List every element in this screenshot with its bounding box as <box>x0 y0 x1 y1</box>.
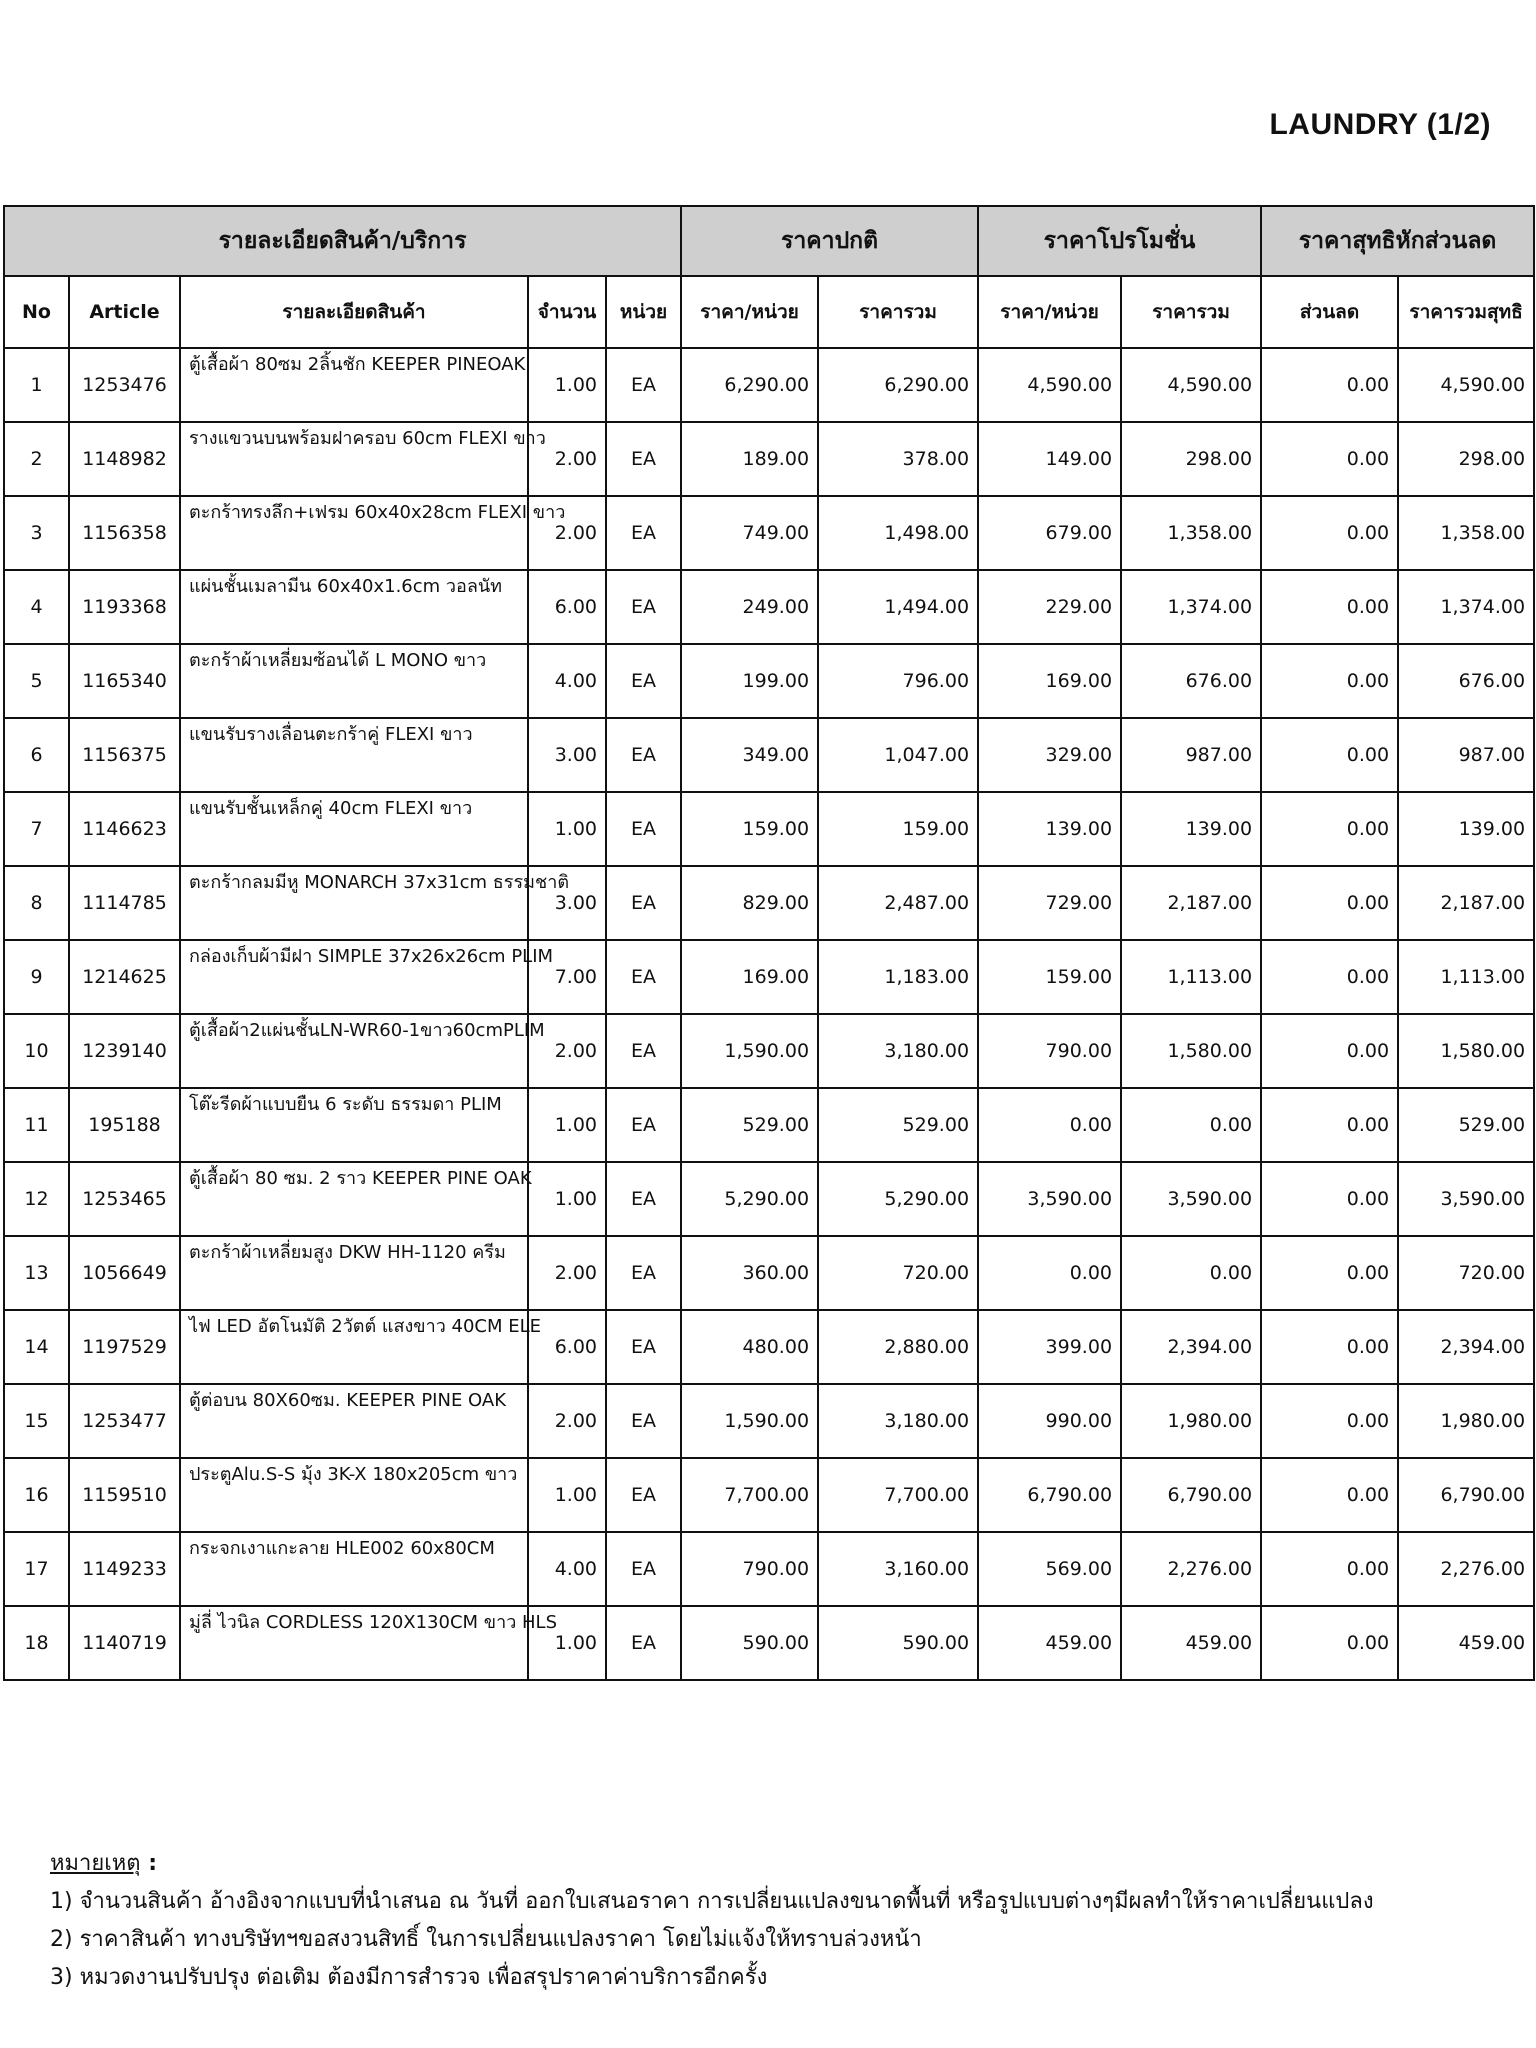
cell-unit: EA <box>606 718 681 792</box>
cell-article: 1156375 <box>69 718 180 792</box>
table-row <box>4 644 1534 718</box>
cell-article: 1114785 <box>69 866 180 940</box>
cell-promo-total: 1,358.00 <box>1121 496 1261 570</box>
cell-unit: EA <box>606 644 681 718</box>
remarks <box>50 1845 1374 1997</box>
cell-discount: 0.00 <box>1261 718 1398 792</box>
cell-discount: 0.00 <box>1261 792 1398 866</box>
cell-normal-total: 2,880.00 <box>818 1310 978 1384</box>
cell-net-total: 1,374.00 <box>1398 570 1534 644</box>
cell-normal-unit-price: 6,290.00 <box>681 348 818 422</box>
table-row <box>4 792 1534 866</box>
cell-description: แขนรับรางเลื่อนตะกร้าคู่ FLEXI ขาว <box>180 718 528 792</box>
cell-normal-total: 3,160.00 <box>818 1532 978 1606</box>
cell-promo-total: 0.00 <box>1121 1088 1261 1162</box>
cell-normal-unit-price: 1,590.00 <box>681 1014 818 1088</box>
cell-article: 1253477 <box>69 1384 180 1458</box>
cell-qty: 1.00 <box>528 348 606 422</box>
table-row <box>4 422 1534 496</box>
cell-unit: EA <box>606 1532 681 1606</box>
cell-normal-unit-price: 7,700.00 <box>681 1458 818 1532</box>
cell-qty: 1.00 <box>528 792 606 866</box>
cell-normal-unit-price: 5,290.00 <box>681 1162 818 1236</box>
cell-description: กล่องเก็บผ้ามีฝา SIMPLE 37x26x26cm PLIM <box>180 940 528 1014</box>
cell-no: 4 <box>4 570 69 644</box>
cell-discount: 0.00 <box>1261 940 1398 1014</box>
cell-unit: EA <box>606 422 681 496</box>
cell-normal-total: 5,290.00 <box>818 1162 978 1236</box>
cell-description: โต๊ะรีดผ้าแบบยืน 6 ระดับ ธรรมดา PLIM <box>180 1088 528 1162</box>
cell-qty: 2.00 <box>528 1014 606 1088</box>
cell-article: 1056649 <box>69 1236 180 1310</box>
cell-unit: EA <box>606 1162 681 1236</box>
cell-net-total: 3,590.00 <box>1398 1162 1534 1236</box>
cell-discount: 0.00 <box>1261 348 1398 422</box>
cell-description: แขนรับชั้นเหล็กคู่ 40cm FLEXI ขาว <box>180 792 528 866</box>
table-row <box>4 1162 1534 1236</box>
cell-promo-total: 0.00 <box>1121 1236 1261 1310</box>
cell-promo-unit-price: 0.00 <box>978 1236 1121 1310</box>
cell-qty: 1.00 <box>528 1162 606 1236</box>
cell-normal-unit-price: 529.00 <box>681 1088 818 1162</box>
cell-article: 1165340 <box>69 644 180 718</box>
cell-discount: 0.00 <box>1261 1014 1398 1088</box>
cell-description: ไฟ LED อัตโนมัติ 2วัตต์ แสงขาว 40CM ELE <box>180 1310 528 1384</box>
cell-discount: 0.00 <box>1261 866 1398 940</box>
cell-qty: 6.00 <box>528 1310 606 1384</box>
cell-qty: 6.00 <box>528 570 606 644</box>
cell-net-total: 1,580.00 <box>1398 1014 1534 1088</box>
cell-normal-total: 159.00 <box>818 792 978 866</box>
cell-discount: 0.00 <box>1261 1384 1398 1458</box>
cell-article: 1156358 <box>69 496 180 570</box>
cell-normal-total: 7,700.00 <box>818 1458 978 1532</box>
col-header-description: รายละเอียดสินค้า <box>180 276 528 348</box>
cell-qty: 2.00 <box>528 1384 606 1458</box>
table-row <box>4 1384 1534 1458</box>
cell-promo-unit-price: 679.00 <box>978 496 1121 570</box>
cell-no: 17 <box>4 1532 69 1606</box>
cell-description: ตู้ต่อบน 80X60ซม. KEEPER PINE OAK <box>180 1384 528 1458</box>
cell-unit: EA <box>606 1088 681 1162</box>
cell-discount: 0.00 <box>1261 570 1398 644</box>
col-header-normal-unit-price: ราคา/หน่วย <box>681 276 818 348</box>
cell-normal-unit-price: 189.00 <box>681 422 818 496</box>
cell-discount: 0.00 <box>1261 1458 1398 1532</box>
cell-description: ตู้เสื้อผ้า 80 ซม. 2 ราว KEEPER PINE OAK <box>180 1162 528 1236</box>
cell-promo-total: 3,590.00 <box>1121 1162 1261 1236</box>
cell-no: 11 <box>4 1088 69 1162</box>
cell-unit: EA <box>606 348 681 422</box>
cell-normal-total: 590.00 <box>818 1606 978 1680</box>
page-title: LAUNDRY (1/2) <box>1269 108 1491 141</box>
cell-no: 13 <box>4 1236 69 1310</box>
cell-promo-unit-price: 399.00 <box>978 1310 1121 1384</box>
cell-normal-total: 6,290.00 <box>818 348 978 422</box>
cell-description: มู่ลี่ ไวนิล CORDLESS 120X130CM ขาว HLS <box>180 1606 528 1680</box>
remark-line-3: 3) หมวดงานปรับปรุง ต่อเติม ต้องมีการสำรวจ เพื่อสรุปราคาค่าบริการอีกครั้ง <box>50 1965 768 1990</box>
remarks-heading-colon: : <box>140 1851 158 1876</box>
cell-normal-unit-price: 790.00 <box>681 1532 818 1606</box>
cell-unit: EA <box>606 1014 681 1088</box>
cell-no: 12 <box>4 1162 69 1236</box>
table-row <box>4 570 1534 644</box>
cell-net-total: 987.00 <box>1398 718 1534 792</box>
cell-normal-unit-price: 360.00 <box>681 1236 818 1310</box>
col-header-article: Article <box>69 276 180 348</box>
cell-discount: 0.00 <box>1261 496 1398 570</box>
cell-article: 1146623 <box>69 792 180 866</box>
cell-net-total: 4,590.00 <box>1398 348 1534 422</box>
cell-unit: EA <box>606 1236 681 1310</box>
cell-qty: 1.00 <box>528 1458 606 1532</box>
cell-unit: EA <box>606 940 681 1014</box>
cell-promo-total: 1,580.00 <box>1121 1014 1261 1088</box>
table-row <box>4 1236 1534 1310</box>
cell-unit: EA <box>606 1458 681 1532</box>
cell-promo-unit-price: 159.00 <box>978 940 1121 1014</box>
cell-normal-total: 1,494.00 <box>818 570 978 644</box>
cell-no: 7 <box>4 792 69 866</box>
cell-description: รางแขวนบนพร้อมฝาครอบ 60cm FLEXI ขาว <box>180 422 528 496</box>
table-row <box>4 1458 1534 1532</box>
cell-promo-total: 2,276.00 <box>1121 1532 1261 1606</box>
cell-net-total: 139.00 <box>1398 792 1534 866</box>
remarks-heading-line <box>50 1845 1374 1883</box>
col-header-discount: ส่วนลด <box>1261 276 1398 348</box>
cell-qty: 2.00 <box>528 422 606 496</box>
col-header-no: No <box>4 276 69 348</box>
table-row <box>4 718 1534 792</box>
col-header-promo-unit-price: ราคา/หน่วย <box>978 276 1121 348</box>
cell-qty: 7.00 <box>528 940 606 1014</box>
cell-net-total: 6,790.00 <box>1398 1458 1534 1532</box>
cell-promo-unit-price: 149.00 <box>978 422 1121 496</box>
cell-discount: 0.00 <box>1261 1236 1398 1310</box>
cell-promo-total: 139.00 <box>1121 792 1261 866</box>
cell-promo-total: 2,187.00 <box>1121 866 1261 940</box>
cell-promo-unit-price: 990.00 <box>978 1384 1121 1458</box>
cell-promo-total: 1,374.00 <box>1121 570 1261 644</box>
cell-promo-total: 1,980.00 <box>1121 1384 1261 1458</box>
cell-discount: 0.00 <box>1261 1162 1398 1236</box>
cell-article: 1149233 <box>69 1532 180 1606</box>
cell-promo-unit-price: 0.00 <box>978 1088 1121 1162</box>
cell-unit: EA <box>606 1384 681 1458</box>
cell-description: ประตูAlu.S-S มุ้ง 3K-X 180x205cm ขาว <box>180 1458 528 1532</box>
cell-no: 9 <box>4 940 69 1014</box>
table-row <box>4 1532 1534 1606</box>
cell-qty: 1.00 <box>528 1088 606 1162</box>
cell-net-total: 2,394.00 <box>1398 1310 1534 1384</box>
cell-normal-total: 1,498.00 <box>818 496 978 570</box>
cell-description: ตะกร้าผ้าเหลี่ยมซ้อนได้ L MONO ขาว <box>180 644 528 718</box>
group-header-row <box>4 206 1534 276</box>
cell-normal-unit-price: 829.00 <box>681 866 818 940</box>
cell-promo-total: 1,113.00 <box>1121 940 1261 1014</box>
cell-unit: EA <box>606 1310 681 1384</box>
cell-article: 195188 <box>69 1088 180 1162</box>
cell-normal-unit-price: 1,590.00 <box>681 1384 818 1458</box>
cell-description: ตู้เสื้อผ้า 80ซม 2ลิ้นชัก KEEPER PINEOAK <box>180 348 528 422</box>
cell-unit: EA <box>606 496 681 570</box>
cell-promo-unit-price: 229.00 <box>978 570 1121 644</box>
cell-normal-unit-price: 169.00 <box>681 940 818 1014</box>
cell-promo-unit-price: 729.00 <box>978 866 1121 940</box>
cell-discount: 0.00 <box>1261 1088 1398 1162</box>
cell-normal-total: 1,047.00 <box>818 718 978 792</box>
cell-article: 1197529 <box>69 1310 180 1384</box>
table-row <box>4 348 1534 422</box>
remarks-heading: หมายเหตุ <box>50 1851 141 1876</box>
cell-net-total: 2,187.00 <box>1398 866 1534 940</box>
cell-no: 18 <box>4 1606 69 1680</box>
cell-description: ตะกร้าทรงลึก+เฟรม 60x40x28cm FLEXI ขาว <box>180 496 528 570</box>
cell-normal-total: 3,180.00 <box>818 1384 978 1458</box>
cell-qty: 3.00 <box>528 718 606 792</box>
cell-qty: 3.00 <box>528 866 606 940</box>
cell-qty: 2.00 <box>528 496 606 570</box>
cell-net-total: 720.00 <box>1398 1236 1534 1310</box>
cell-normal-unit-price: 249.00 <box>681 570 818 644</box>
cell-no: 2 <box>4 422 69 496</box>
cell-promo-unit-price: 790.00 <box>978 1014 1121 1088</box>
cell-qty: 4.00 <box>528 644 606 718</box>
table-row <box>4 1310 1534 1384</box>
cell-article: 1239140 <box>69 1014 180 1088</box>
cell-no: 10 <box>4 1014 69 1088</box>
cell-description: ตู้เสื้อผ้า2แผ่นชั้นLN-WR60-1ขาว60cmPLIM <box>180 1014 528 1088</box>
cell-normal-total: 529.00 <box>818 1088 978 1162</box>
cell-qty: 4.00 <box>528 1532 606 1606</box>
quotation-table <box>3 205 1535 1681</box>
table-row <box>4 866 1534 940</box>
cell-promo-unit-price: 4,590.00 <box>978 348 1121 422</box>
table-row <box>4 940 1534 1014</box>
cell-discount: 0.00 <box>1261 422 1398 496</box>
cell-unit: EA <box>606 866 681 940</box>
cell-net-total: 2,276.00 <box>1398 1532 1534 1606</box>
cell-net-total: 529.00 <box>1398 1088 1534 1162</box>
cell-promo-unit-price: 6,790.00 <box>978 1458 1121 1532</box>
remark-line-2: 2) ราคาสินค้า ทางบริษัทฯขอสงวนสิทธิ์ ในการเปลี่ยนแปลงราคา โดยไม่แจ้งให้ทราบล่วงหน้า <box>50 1927 922 1952</box>
cell-no: 6 <box>4 718 69 792</box>
cell-article: 1214625 <box>69 940 180 1014</box>
cell-normal-total: 1,183.00 <box>818 940 978 1014</box>
cell-promo-unit-price: 139.00 <box>978 792 1121 866</box>
cell-description: แผ่นชั้นเมลามีน 60x40x1.6cm วอลนัท <box>180 570 528 644</box>
col-header-qty: จำนวน <box>528 276 606 348</box>
cell-article: 1148982 <box>69 422 180 496</box>
cell-normal-total: 796.00 <box>818 644 978 718</box>
table-row <box>4 496 1534 570</box>
col-header-promo-total: ราคารวม <box>1121 276 1261 348</box>
cell-promo-total: 298.00 <box>1121 422 1261 496</box>
cell-net-total: 1,980.00 <box>1398 1384 1534 1458</box>
cell-no: 16 <box>4 1458 69 1532</box>
cell-no: 8 <box>4 866 69 940</box>
cell-promo-unit-price: 569.00 <box>978 1532 1121 1606</box>
cell-article: 1159510 <box>69 1458 180 1532</box>
cell-normal-unit-price: 349.00 <box>681 718 818 792</box>
cell-net-total: 459.00 <box>1398 1606 1534 1680</box>
cell-normal-unit-price: 749.00 <box>681 496 818 570</box>
col-header-normal-total: ราคารวม <box>818 276 978 348</box>
cell-promo-unit-price: 3,590.00 <box>978 1162 1121 1236</box>
cell-article: 1253465 <box>69 1162 180 1236</box>
table-row <box>4 1088 1534 1162</box>
cell-description: กระจกเงาแกะลาย HLE002 60x80CM <box>180 1532 528 1606</box>
cell-qty: 1.00 <box>528 1606 606 1680</box>
cell-promo-total: 676.00 <box>1121 644 1261 718</box>
cell-qty: 2.00 <box>528 1236 606 1310</box>
cell-normal-unit-price: 159.00 <box>681 792 818 866</box>
cell-article: 1140719 <box>69 1606 180 1680</box>
cell-description: ตะกร้ากลมมีหู MONARCH 37x31cm ธรรมชาติ <box>180 866 528 940</box>
col-header-unit: หน่วย <box>606 276 681 348</box>
cell-normal-total: 2,487.00 <box>818 866 978 940</box>
cell-article: 1193368 <box>69 570 180 644</box>
cell-unit: EA <box>606 570 681 644</box>
cell-normal-total: 720.00 <box>818 1236 978 1310</box>
cell-net-total: 298.00 <box>1398 422 1534 496</box>
cell-unit: EA <box>606 792 681 866</box>
cell-promo-total: 2,394.00 <box>1121 1310 1261 1384</box>
cell-normal-unit-price: 199.00 <box>681 644 818 718</box>
cell-no: 14 <box>4 1310 69 1384</box>
cell-no: 3 <box>4 496 69 570</box>
cell-net-total: 1,358.00 <box>1398 496 1534 570</box>
cell-net-total: 676.00 <box>1398 644 1534 718</box>
cell-promo-unit-price: 459.00 <box>978 1606 1121 1680</box>
cell-discount: 0.00 <box>1261 1310 1398 1384</box>
cell-promo-total: 987.00 <box>1121 718 1261 792</box>
cell-normal-total: 378.00 <box>818 422 978 496</box>
cell-article: 1253476 <box>69 348 180 422</box>
group-header-details: รายละเอียดสินค้า/บริการ <box>4 206 681 276</box>
cell-promo-total: 6,790.00 <box>1121 1458 1261 1532</box>
col-header-net-total: ราคารวมสุทธิ <box>1398 276 1534 348</box>
cell-no: 1 <box>4 348 69 422</box>
group-header-normal-price: ราคาปกติ <box>681 206 978 276</box>
cell-discount: 0.00 <box>1261 1532 1398 1606</box>
table-row <box>4 1606 1534 1680</box>
cell-promo-unit-price: 169.00 <box>978 644 1121 718</box>
group-header-net-price: ราคาสุทธิหักส่วนลด <box>1261 206 1534 276</box>
table-row <box>4 1014 1534 1088</box>
cell-unit: EA <box>606 1606 681 1680</box>
group-header-promo-price: ราคาโปรโมชั่น <box>978 206 1261 276</box>
cell-promo-total: 4,590.00 <box>1121 348 1261 422</box>
cell-normal-total: 3,180.00 <box>818 1014 978 1088</box>
cell-no: 15 <box>4 1384 69 1458</box>
cell-discount: 0.00 <box>1261 644 1398 718</box>
cell-no: 5 <box>4 644 69 718</box>
column-header-row <box>4 276 1534 348</box>
cell-normal-unit-price: 590.00 <box>681 1606 818 1680</box>
cell-promo-unit-price: 329.00 <box>978 718 1121 792</box>
items-body <box>4 348 1534 1680</box>
cell-normal-unit-price: 480.00 <box>681 1310 818 1384</box>
cell-promo-total: 459.00 <box>1121 1606 1261 1680</box>
cell-discount: 0.00 <box>1261 1606 1398 1680</box>
cell-description: ตะกร้าผ้าเหลี่ยมสูง DKW HH-1120 ครีม <box>180 1236 528 1310</box>
remark-line-1: 1) จำนวนสินค้า อ้างอิงจากแบบที่นำเสนอ ณ วันที่ ออกใบเสนอราคา การเปลี่ยนแปลงขนาดพื้นที่ หรือรูปแบบต่างๆมีผลทำให้ราคาเปลี่ยนแปลง <box>50 1889 1374 1914</box>
cell-net-total: 1,113.00 <box>1398 940 1534 1014</box>
